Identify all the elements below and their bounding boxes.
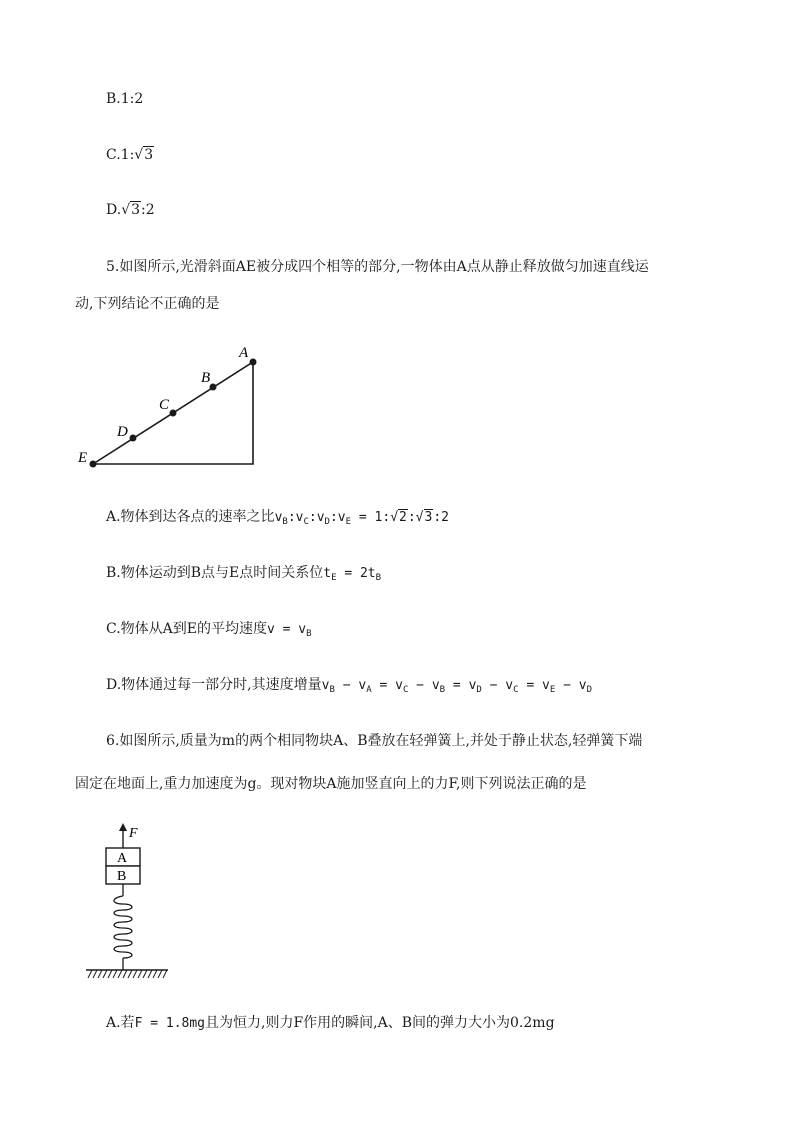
sqrt-symbol: √3 (121, 202, 141, 218)
block-b-label: B (117, 869, 127, 884)
point-c (170, 410, 177, 417)
q5-option-b-formula: $t_E = 2t_B$ (323, 566, 382, 583)
q5-option-c-formula: $v = v_B$ (267, 622, 312, 639)
incline-figure (75, 340, 275, 470)
label-c: C (159, 397, 170, 413)
q5-option-a-ratio: $v_B:v_C:v_D:v_E$ = 1:√2:√3:2 (274, 510, 449, 527)
point-e (90, 461, 97, 468)
point-a (250, 359, 257, 366)
q4-option-d-radicand: 3 (131, 202, 141, 218)
q6-stem-line2: 固定在地面上,重力加速度为g。现对物块A施加竖直向上的力F,则下列说法正确的是 (75, 776, 587, 792)
q6-option-a-prefix: A.若 (106, 1015, 135, 1031)
q4-option-c-radicand: 3 (144, 147, 154, 163)
label-e: E (78, 450, 88, 466)
q5-option-b-text: B.物体运动到B点与E点时间关系位 (106, 565, 324, 581)
q5-option-d (106, 675, 592, 700)
q5-stem-line1: 5.如图所示,光滑斜面AE被分成四个相等的部分,一物体由A点从静止释放做匀加速直线运 (106, 259, 649, 275)
q4-option-b: B.1:2 (106, 91, 144, 107)
q6-option-a (106, 1013, 555, 1034)
point-b (210, 384, 217, 391)
q5-option-b (106, 563, 381, 588)
q5-stem-line2: 动,下列结论不正确的是 (75, 296, 220, 312)
q5-option-d-formula: $v_B - v_A = v_C - v_B = v_D - v_C = v_E - v_D$ (321, 678, 593, 695)
q4-option-d (106, 200, 155, 220)
point-d (130, 435, 137, 442)
label-d: D (117, 424, 128, 440)
q4-option-c-prefix: C.1: (106, 147, 135, 163)
q6-stem-line1: 6.如图所示,质量为m的两个相同物块A、B叠放在轻弹簧上,并处于静止状态,轻弹簧下端 (106, 733, 643, 749)
spring-figure (80, 820, 180, 990)
q4-option-d-suffix: :2 (141, 202, 155, 218)
q6-option-a-formula: F = 1.8mg (134, 1016, 206, 1031)
q5-option-c-text: C.物体从A到E的平均速度 (106, 621, 267, 637)
spring-coils (114, 896, 132, 958)
q4-option-d-prefix: D. (106, 202, 122, 218)
label-b: B (201, 370, 211, 386)
label-a: A (239, 345, 249, 361)
force-label: F (129, 826, 138, 841)
q5-option-a-prefix: A.物体到达各点的速率之比 (106, 509, 275, 525)
sqrt-symbol: √2 (390, 510, 407, 525)
q5-option-d-text: D.物体通过每一部分时,其速度增量 (106, 677, 322, 693)
q4-option-c (106, 145, 154, 165)
q5-option-a (106, 507, 449, 532)
q5-option-c (106, 619, 312, 644)
q5-option-a-ratio-tail: = 1: (351, 510, 391, 525)
sqrt-symbol: √3 (415, 510, 433, 525)
q6-option-a-suffix: 且为恒力,则力F作用的瞬间,A、B间的弹力大小为0.2mg (205, 1015, 555, 1031)
ground-hatching (88, 970, 167, 978)
block-a-label: A (117, 851, 128, 866)
force-arrow-head (119, 823, 127, 831)
sqrt-symbol: √3 (134, 147, 154, 163)
